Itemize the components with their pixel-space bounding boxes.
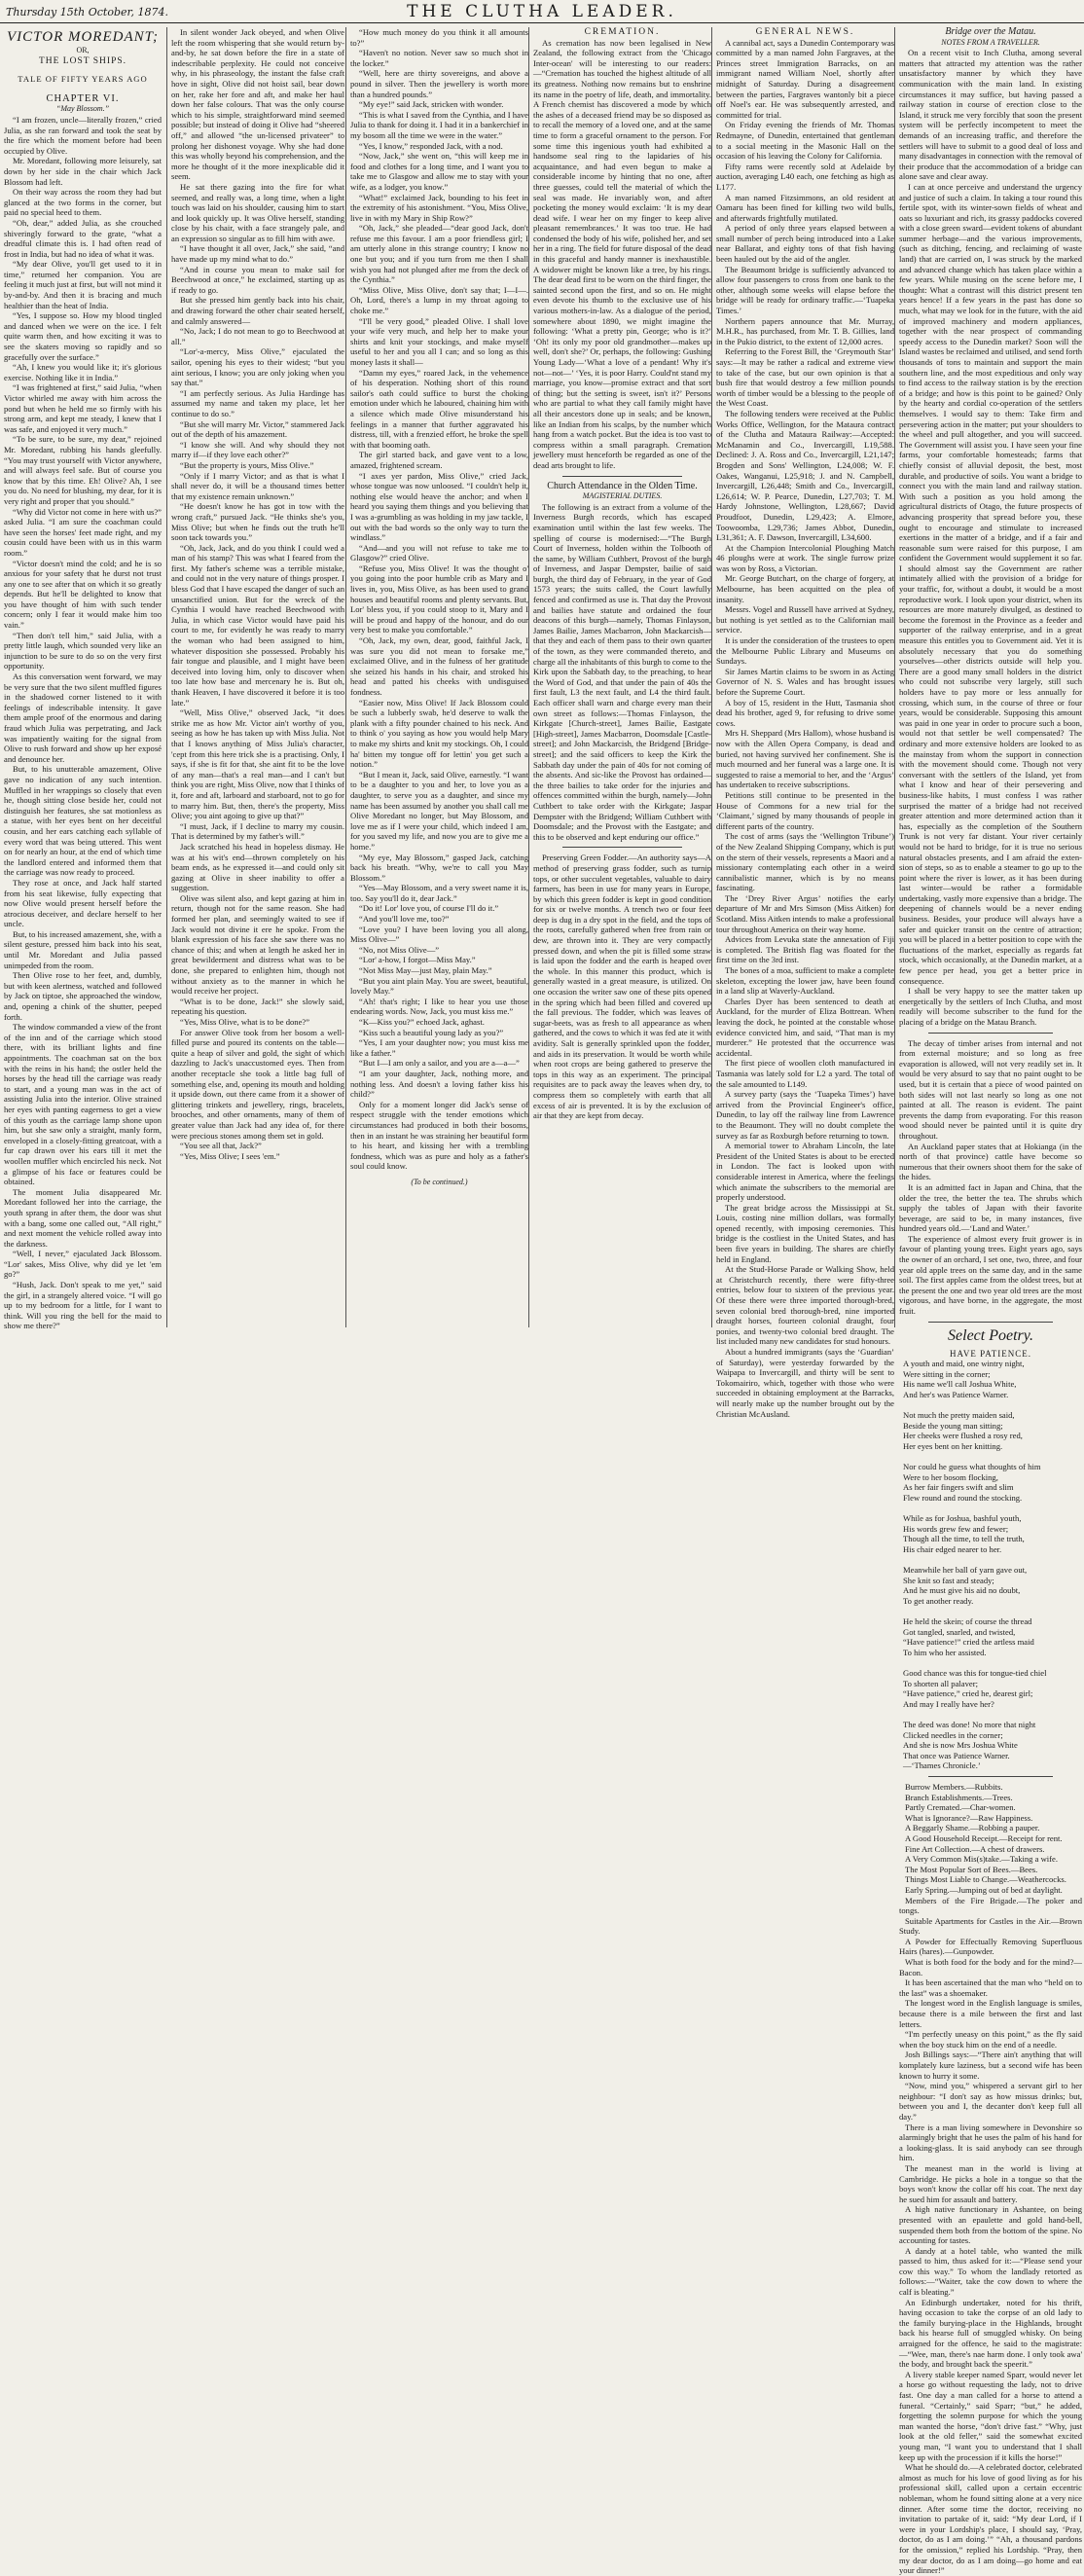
- church-subheading: MAGISTERIAL DUTIES.: [582, 491, 663, 501]
- poem-line: He held the skein; of course the thread: [903, 1616, 1032, 1627]
- anecdote: A high native functionary in Ashantee, on being presented with an epaulette and gold hand-bell, suspended them both from the bottom of the spine. No accounting for tastes.: [899, 2204, 1082, 2246]
- column-1: [4, 27, 162, 1331]
- news-item: Messrs. Vogel and Russell have arrived at Sydney, but nothing is yet settled as to the Californian mail service.: [716, 604, 894, 635]
- story-paragraphs: [4, 115, 162, 1331]
- poem-line: To get another ready.: [903, 1595, 974, 1606]
- poem-line: Nor could he guess what thoughts of him: [903, 1462, 1041, 1472]
- divider: [928, 1033, 1053, 1034]
- poem-line: “Have patience,” cried he, dearest girl;: [903, 1688, 1033, 1699]
- story-paragraph: “Lor'-a-mercy, Miss Olive,” ejaculated the sailor, opening his eyes to their widest; “but you aint serious, I know; you are only joking when you say that.”: [171, 346, 344, 388]
- news-item: A boy of 15, resident in the Hutt, Tasmania shot dead his brother, aged 9, for refusing to drive some cows.: [716, 697, 894, 728]
- news-item: Fifty rams were recently sold at Adelaide by auction, averaging L40 each, one fetching as high as L177.: [716, 161, 894, 192]
- anecdote: “I'm perfectly uneasy on this point,” as the fly said when the boy stuck him on the end of a needle.: [899, 2029, 1082, 2050]
- anecdote: Josh Billings says:—“There ain't anything that will komplately kure laziness, but a second wife has been known to hurry it some.: [899, 2050, 1082, 2081]
- poem-title: HAVE PATIENCE.: [949, 1348, 1031, 1359]
- story-paragraph: “But she will marry Mr. Victor,” stammered Jack out of the depth of his amazement.: [171, 418, 344, 440]
- story-paragraph: “Miss Olive, Miss Olive, don't say that; I—I—. Oh, Lord, there's a lump in my throat agoing to choke me.”: [350, 284, 528, 316]
- poem-line: [899, 1606, 1082, 1616]
- poem-line: That once was Patience Warner.: [903, 1750, 1010, 1760]
- story-paragraph: “Oh, Jack,” she pleaded—“dear good Jack, don't refuse me this favour. I am a poor friendless girl; I am utterly alone in this strange country; I know no one but you; and if you turn from me then I shall wish you had not plunged after me from the deck of the Cynthia.”: [350, 223, 528, 285]
- story-paragraph: “Yes, Miss Olive; I sees 'em.”: [180, 1150, 280, 1161]
- to-be-continued: (To be continued.): [411, 1177, 468, 1186]
- timber-paragraph: It is an admitted fact in Japan and China, that the older the tree, the better the tea. The shrubs which supply the tables of Japan with their favorite beverage, are said to be, in many instances, five hundred years old.—‘Land and Water.’: [899, 1181, 1082, 1234]
- anecdote: What he should do.—A celebrated doctor, celebrated almost as much for his love of good living as for his professional skill, called upon a certain eccentric nobleman, whom he found sitting alone at a very nice dinner. After some time the doctor, receiving no invitation to partake of it, said: “My dear Lord, if I were in your Lordship's place, I should say, ‘Pray, doctor, do as I am doing.’” “Ah, a thousand pardons for the omission,” replied his Lordship. “Pray, then my dear doctor, do as I am doing—go home and eat your dinner!”: [899, 2462, 1082, 2576]
- news-item: Sir James Martin claims to be sworn in as Acting Governor of N. S. Wales and has brought issues before the Supreme Court.: [716, 666, 894, 697]
- news-item: A survey party (says the ‘Tuapeka Times’) have arrived from the Provincial Engineer's office, Dunedin, to lay off the railway line from Lawrence to the Beaumont. They will no doubt complete the survey as far as Roxburgh before returning to town.: [716, 1089, 894, 1141]
- story-paragraph: “Yes—May Blossom, and a very sweet name it is, too. Say you'll do it, dear Jack.”: [350, 883, 528, 903]
- poem-line: [899, 1504, 1082, 1514]
- anecdote: Fine Art Collection.—A chest of drawers.: [905, 1843, 1045, 1854]
- poem-line: —‘Thames Chronicle.’: [903, 1760, 981, 1771]
- fodder-paragraphs: [533, 853, 711, 1120]
- paper-title: THE CLUTHA LEADER.: [407, 2, 677, 21]
- cremation-paragraphs: [533, 38, 711, 471]
- column-3: [345, 27, 528, 1327]
- anecdote: Things Most Liable to Change.—Weathercocks.: [905, 1874, 1066, 1885]
- news-item: Petitions still continue to be presented in the House of Commons for a new trial for the ‘Claimant,’ signed by many thousands of people in different parts of the country.: [716, 789, 894, 831]
- story-paragraph: “What!” exclaimed Jack, bounding to his feet in the extremity of his astonishment. “You, Miss Olive, live in with my Mary in Ship Row?”: [350, 192, 528, 223]
- serial-or: OR,: [76, 46, 90, 54]
- news-item: About a hundred immigrants (says the ‘Guardian’ of Saturday), were yesterday forwarded by the Waipapa to Invercargill, and thirty will be sent to Tokomairiro, which, together with those who were succeeded in obtaining employment at the Barracks, will nearly make up the number brought out by the Christian McAusland.: [716, 1347, 894, 1419]
- timber-paragraphs: [899, 1038, 1082, 1317]
- bridge-paragraphs: [899, 48, 1082, 1027]
- timber-paragraph: The experience of almost every fruit grower is in favour of planting young trees. Eight years ago, says the owner of an orchard, I set one, two, three, and four year old apple trees on the same day, and in the same soil. The first apples came from the oldest trees, but at the present the one and two year old trees are the most vigorous, and have borne, in the aggregate, the most fruit.: [899, 1233, 1082, 1317]
- poem-line: [899, 1452, 1082, 1463]
- cremation-paragraph: As cremation has now been legalised in New Zealand, the following extract from the 'Chicago Inter-ocean' will be interesting to our readers:—“Cremation has touched the highest altitude of all its greatness. Nothing now remains but to enshrine its name in the poetry of life, death, and immortality. A French chemist has discovered a mode by which the ashes of a deceased friend may be so disposed as to recall the memory of a loved one, and at the same time to form a graceful ornament to the person. For some time this ingenious youth had exhibited a handsome seal ring to the lapidaries of his acquaintance, and had even begun to make a considerable income by hinting that no one, after three guesses, could tell the material of which the seal was made. He invariably won, and after pocketing the money would exclaim: ‘It is my dear dead wife. I wear her on my finger to keep alive pleasant remembrances.’ It was too true. He had condensed the body of his wife, polished her, and set her in a ring. The field for future disposal of the dead in this graceful and handy manner is inexhaustible. A widower might be known like a tree, by his rings. The dear dead first to be worn on the third finger, the sainted second upon the first, and so on. He might even devote his thumb to the exclusive use of his various mothers-in-law. As a dialogue of the period, somewhere about 1890, we might imagine the following: ‘What a pretty pin, George; who is it?’ ‘Oh! its only my poor old grandmother—makes up well, don't she?’ Or, perhaps, the following: Gushing Young Lady—‘What a love of a pendant! Why it's not—not—’ ‘Yes, it is poor Harry. Could'nt stand my marriage, you know—promise extract and that sort of thing; but the setting is sweet, isn't it?’ Persons who are partial to what they call family might have all their ancestors done up in seals; and be known, like an Indian from his scalps, by the number which hang from a watch pocket. But the idea is too vast to compress within a small paragraph. Cremation jewellery must henceforth be regarded as one of the dead arts brought to life.: [533, 37, 711, 470]
- news-item: Mr. George Butchart, on the charge of forgery, at Melbourne, has been acquitted on the plea of insanity.: [716, 573, 894, 604]
- story-paragraph: “Not Miss May—just May, plain May.”: [359, 965, 492, 976]
- story-paragraph: “Oh, Jack, my own, dear, good, faithful Jack, I was sure you did not mean to forsake me,” exclaimed Olive, and in the fulness of her gratitude she seized his hands in his chair, and stroked his head and patted his cheeks with undisguised fondness.: [350, 635, 528, 697]
- news-item: The following tenders were received at the Public Works Office, Wellington, for the Mataura contract of the Clutha and Mataura Railway:—Accepted: McManamin and Co., Invercargill, L19,588. Declined: J. A. Ross and Co., Invercargill, L21,147; Brogden and Sons' Wellington, L24,008; W. F. Oakes, Wanganui, L25,918; J. and N. Campbell, Invercargill, L26,448; Smith and Co., Invercargill, L26,614; W. P. Pearce, Dunedin, L27,703; T. M. Hardy Johnstone, Wellington, L28,667; David Proudfoot, Dunedin, L29,423; A. Elmore, Toowoomba, L29,736; James Abbot, Dunedin, L31,361; A. F. Dawson, Invercargill, L34,600.: [716, 408, 894, 543]
- poem-line: To shorten all palaver;: [903, 1678, 978, 1688]
- story-paragraph: “Yes, Miss Olive, what is to be done?”: [180, 1017, 310, 1027]
- story-paragraph: “Only if I marry Victor; and as that is what I shall never do, it will be a thousand times better that my existence remain unknown.”: [171, 470, 344, 501]
- anecdote: The meanest man in the world is living at Cambridge. He picks a hole in a tongue so that the boys won't know the collar off his coat. The next day he sued him for assault and battery.: [899, 2162, 1082, 2204]
- story-paragraph: On their way across the room they had but glanced at the two forms in the corner, but paid no special heed to them.: [4, 187, 162, 218]
- story-paragraph: “My eye!” said Jack, stricken with wonder.: [359, 99, 504, 110]
- story-paragraph: “No, Jack; I do not mean to go to Beechwood at all.”: [171, 326, 344, 346]
- story-paragraph: “And—and you will not refuse to take me to Glasgow?” cried Olive.: [350, 542, 528, 563]
- divider: [928, 1776, 1053, 1777]
- poem-line: A youth and maid, one wintry night,: [903, 1359, 1025, 1369]
- story-paragraph: The moment Julia disappeared Mr. Moredant followed her into the carriage, the youth sprang in after them, the door was shut with a bang, some one called out, “All right,” and next moment the vehicle rolled away into the darkness.: [4, 1186, 162, 1249]
- story-paragraph: “Lor' a-how, I forgot—Miss May.”: [359, 955, 476, 965]
- anecdote: Early Spring.—Jumping out of bed at daylight.: [905, 1884, 1063, 1895]
- story-paragraph: Then Olive rose to her feet, and, dumbly, but with keen alertness, watched and followed by Jack on tiptoe, she approached the window, and, opening a chink of the shutter, peeped forth.: [4, 970, 162, 1022]
- poem-line: [899, 1657, 1082, 1668]
- poem-line: His chair edged nearer to her.: [903, 1543, 1002, 1554]
- poem-line: And she is now Mrs Joshua White: [903, 1740, 1018, 1751]
- story-paragraph: “Oh, dear,” added Julia, as she crouched shiveringly forward to the grate, “what a dreadful climate this is. I had often read of frost in India, but had no idea of what it was.: [4, 217, 162, 259]
- timber-paragraph: The decay of timber arises from internal and not from external moisture; and so long as free evaporation is allowed, will not very readily set in. It would be very absurd to say that no paint ought to be used, but it is certain that a piece of wood painted on both sides will not last nearly so long as one not painted at all. The reason is evident. The paint prevents the damp from evaporating. For this reason wood should never be painted until it is quite dry throughout.: [899, 1037, 1082, 1141]
- story-paragraph: “Hush, Jack. Don't speak to me yet,” said the girl, in a strangely altered voice. “I will go up to my bedroom for a little, for I want to think. Will you ring the bell for the maid to show me there?”: [4, 1280, 162, 1331]
- poem-line: Good chance was this for tongue-tied chiel: [903, 1668, 1047, 1679]
- story-paragraph: “Well, I never,” ejaculated Jack Blossom. “Lor' sakes, Miss Olive, why did ye let 'em go?”: [4, 1249, 162, 1280]
- column-4: [528, 27, 711, 1327]
- poem-line: Though all the time, to tell the truth,: [903, 1534, 1025, 1544]
- news-item: Referring to the Forest Bill, the ‘Greymouth Star’ says:—It may be rather a radical and extreme view to take of the case, but our own opinion is that a bush fire that would destroy a few million pounds worth of timber would be a blessing to the people of the West Coast.: [716, 346, 894, 409]
- anecdote: Members of the Fire Brigade.—The poker and tongs.: [899, 1895, 1082, 1916]
- poem-line: Her cheeks were flushed a rosy red,: [903, 1431, 1023, 1441]
- story-paragraph: “Easier now, Miss Olive! If Jack Blossom could be such a lubberly swab, he'd deserve to walk the plank with a fifty pounder chained to his neck. And to think o' you saying as how you would help Mary to make my shirts and knit my stockings. Oh, I could ha' bitten my tongue off for lettin' you get such a notion.”: [350, 697, 528, 770]
- anecdote: “Now, mind you,” whispered a servant girl to her neighbour: “I don't say as how missus drinks; but, between you and I, the decanter don't keep full all day.”: [899, 2081, 1082, 2122]
- anecdote: A Very Common Mis(s)take.—Taking a wife.: [905, 1854, 1059, 1865]
- story-paragraph: “Damn my eyes,” roared Jack, in the vehemence of his desperation. Nothing short of this round sailor's oath could suffice to burst the choking emotion under which he laboured, chaining him with a silence which made Olive misunderstand his feelings in a manner that further aggravated his distress, till, with a frenzied effort, he broke the spell with that booming oath.: [350, 367, 528, 450]
- story-paragraph: “I am perfectly serious. As Julia Hardinge has assumed my name and taken my place, let her continue to do so.”: [171, 387, 344, 418]
- news-item: A memorial tower to Abraham Lincoln, the late President of the United States is about to be erected in London. The fact is looked upon with considerable interest in America, where the feelings which animate the subscribers to the memorial are properly understood.: [716, 1141, 894, 1203]
- story-paragraph: But, to his increased amazement, she, with a silent gesture, pressed him back into his seat, until Mr. Moredant and Julia passed unimpeded from the room.: [4, 928, 162, 970]
- story-paragraph: “I axes yer pardon, Miss Olive,” cried Jack, whose tongue was now unloosed. “I couldn't help it, nothing else would heave the anchor; and when I heard you saying them things and you believing that I was a-grumbling as was holding in my jaw tackle, I out with the bad words so the only way to turn the windlass.”: [350, 470, 528, 543]
- story-paragraph: “But I—I am only a sailor, and you are a—a—”: [359, 1058, 520, 1069]
- story-paragraph: “I was frightened at first,” said Julia, “when Victor whirled me away with him across the pond but when he held me so firmly with his strong arm, and kept me steady, I knew that I was safe, and enjoyed it very much.”: [4, 382, 162, 434]
- poem-line: Not much the pretty maiden said,: [903, 1410, 1015, 1421]
- story-paragraph: But, to his unutterable amazement, Olive gave no indication of any such intention. Muffled in her wrappings so closely that even he, though sitting close beside her, could not distinguish her features, she sat motionless as a statue, with her eyes bent on her deceitful cousin, and her ears catching each syllable of every word that was being uttered. This went on for nearly an hour, at the end of which time the landlord entered and informed them that the carriage was now ready to proceed.: [4, 764, 162, 878]
- story-paragraph: They rose at once, and Jack half started from his seat likewise, fully expecting that now Olive would present herself before the atrocious deceiver, and declare herself to her uncle.: [4, 877, 162, 929]
- poem-line: And he must give his aid no doubt,: [903, 1585, 1021, 1596]
- poem-line: Were sitting in the corner;: [903, 1368, 991, 1379]
- poem-line: [899, 1555, 1082, 1566]
- story-paragraph: “Well, here are thirty sovereigns, and above a pound in silver. Then the jewellery is worth more than a hundred pounds.”: [350, 68, 528, 99]
- issue-date: Thursday 15th October, 1874.: [6, 6, 169, 18]
- poem-line: While as for Joshua, bashful youth,: [903, 1513, 1022, 1524]
- story-paragraph: “Yes, I am your daughter now; you must kiss me like a father.”: [350, 1037, 528, 1058]
- news-item: A period of only three years elapsed between a small number of perch being introduced into a Lake near Ballarat, and eighty tons of that fish having been hauled out by the aid of the angler.: [716, 223, 894, 265]
- church-paragraph: The following is an extract from a volume of the Inverness Burgh records, which has escaped examination until within the last few weeks. The spelling of course is modernised:—“The Burgh Court of Inverness, holden within the Tolbooth of the same, by William Cuthbert, Provost of the burgh of Inverness, and Jaspar Dempster, bailie of said burgh, the third day of February, in the year of God 1573 years; the suits called, the Court lawfully fenced and confirmed as use is. That day the Provost and bailies have statute and ordained the four deacons of this burgh—namely, Thomas Finlayson, James Bailie, James Macbarron, John Mackarcish—that they and each of them pass to their own quarter of the town, as they were commanded thereto, and charge all the inhabitants of this burgh to come to the Kirk upon the Sabbath day, to the preaching, to hear the Word of God, and that under the pain of 40s the first fault, L3 the next fault, and L4 the third fault. Each officer shall warn and charge every man their own street as follows:—Thomas Finlayson, the Kirkgate [Church-street], James Bailie, Eastgate [High-street], James Macbarron, Doomsdale [Castle-street]; and John Mackarcish, the Bridgend [Bridge-street]; and the said officers to keep the Kirk the Sabbath day under the pain of 40s for not coming of the absents. And sic-like the Provost has ordained—the three bailies to take order for the injuries and offences committed within the burgh, namely—John Cuthbert to take order with the Kirkgate; Jaspar Dempster with the Bridgend; William Cuthbert with Doomsdale; and the Provost with the Eastgate; and this to be observed and kept enduring our office.”: [533, 501, 711, 842]
- story-paragraph: “Then don't tell him,” said Julia, with a pretty little laugh, which sounded very like an injunction to be sure to do so on the very first opportunity.: [4, 630, 162, 671]
- poem-line: Beside the young man sitting;: [903, 1420, 1003, 1431]
- story-paragraph: “Love you? I have been loving you all along, Miss Olive—”: [350, 924, 528, 945]
- news-item: Advices from Levuka state the annexation of Fiji is completed. The British flag was floated for the first time on the 3rd inst.: [716, 934, 894, 965]
- story-paragraph: “But the property is yours, Miss Olive.”: [180, 459, 314, 470]
- bridge-paragraph: I can at once perceive and understand the urgency and justice of such a claim. In taking a tour round this fertile spot, with its winter-sown fields of wheat and oats so luxuriant and rich, its grassy paddocks covered with a close green sward—evident tokens of abundant summer herbage—and the various improvements, (such as ditching, fencing, and reclaiming of waste land) that are carried on, I was struck by the marked and advanced change which has taken place within a few years. While musing on the scene before me, I thought: What a contrast will this district present ten years hence! If a few years in the past has done so much, what may we look for in the future, with the aid of improved machinery and modern appliances, together with the near prospect of commanding speedy access to the Dunedin market? Soon will the Island wastes be reclaimed and utilised, and send forth thousands of tons to maintain and support the main southern line, and the most expeditious and only way to find access to the railway station is by the erection of a bridge; and how is this point to be gained? Only by the hearty and cordial co-operation of the settlers themselves. I would say to them: Take firm and persevering action in the matter; put your shoulders to the wheel and pull altogether, and you will succeed. The Government will assist you. I have seen your fine farms, your comfortable homesteads; farms that chiefly consist of alluvial deposit, the best, most durable, and productive of soils. You want a bridge to connect you with the main land and railway station. With such a position as you hold among the agricultural districts of Otago, the future prospects of advancing prosperity that spread before you, these ought to encourage and stimulate to increased exertions in the matter of a bridge, and if a fair and reasonable sum were raised for this purpose, I am confident the Government would supplement it so far. I should almost say the Government are rather intimately allied with the provision of a bridge for your traffic, for, without a doubt, it would be a most reproductive work. I look upon your district, when its resources are more maturely divulged, as destined to become the foremost in the Province as a feeder and supporter of the railway enterprise, and in a great measure this entitles you to Government aid. Yet it is absolutely necessary that you do something yourselves—other districts outside will help you. There are a good many small holders in the district who could not subscribe very largely, still such holders have to pay more or less annually for crossing, which sum, in the course of three or four years, would be considerable. Supposing this amount was paid in one year in order to procure such a boon, would not that settler be well compensated? The ordinary and more extensive holders are looked to as the mainstay from whom the support in connection with the movement should come. Though not very conversant with the settlers of the Island, yet from what I know and hear of their persevering and business-like habits, I must confess I was rather surprised the matter of a bridge had not received greater attention and more determined action than it has, especially as the completion of the Southern Trunk is not very far distant. Your river certainly would not be hard to bridge, for it is true no serious natural obstacles presents, and I am afraid the extension of steps, so as to enable a steamer to go up to the point where the river is lower, as it has been during last winter—would be rather a formidable undertaking, vastly more expensive than a bridge. The deepening of channels would be a never ending business. Besides, your produce will always have a safer and quicker transit on the centre of attraction; you will be placed in a better position to cope with the fluctuations of the market, especially as regards fat stock, which occasionally, at the Dunedin market, at a few pence per head, you get a better price in consequence.: [899, 181, 1082, 986]
- story-paragraph: “Oh, Jack, Jack, and do you think I could wed a man of his stamp? This was what I feared from the first. My father's scheme was a terrible mistake, and could not in the very nature of things prosper. I bless God that I have escaped the danger of such an unsanctified union. But for the wreck of the Cynthia I would have reached Beechwood with Julia, in which case Victor would have paid his court to me, for evidently he was ready to marry the woman who had been assigned to him, whatever disposition she possessed. Probably his fair tongue and plausible, and I might have been deceived into loving him, only to discover when too late how base and mercenary he is. But oh, thank Heaven, I have discovered it before it is too late.”: [171, 542, 344, 707]
- poem-line: And may I really have her?: [903, 1698, 994, 1709]
- story-paragraph: “How much money do you think it all amounts to?”: [350, 27, 528, 48]
- fodder-paragraph: Preserving Green Fodder.—An authority says—A method of preserving grass fodder, such as turnip tops, or other succulent vegetables, valuable to dairy farmers, has been in use for many years in Europe, by which this green fodder is kept in good condition for six or twelve months. A trench two or four feet deep is dug in a dry spot in the field, and the tops of the roots, carefully gathered when free from rain or dew, are thrown into it. They are very compactly pressed down, and when the pit is filled some straw is laid upon the fodder and the earth is heaped over the whole. In this manner this product, which is generally wasted in a great measure, is utilized. On one occasion the writer saw one of these pits opened in the spring which had been filled and covered up the fall previous. The fodder, which was leaves of sugar-beets, was as fresh to all appearance as when gathered, and the cows to which it was fed ate it with avidity. Salt is generally sprinkled upon the fodder, and aids in its preservation. It would be worth while when root crops are being gathered to preserve the tops in this way as an experiment. The principal requisites are to pack away the leaves when dry, to compress them so completely with earth that all excess of air is prevented. It is by the exclusion of air that they are kept from decay.: [533, 853, 711, 1121]
- story-paragraph: “Now, Jack,” she went on, “this will keep me in food and clothes for a long time, and I want you to take me to Glasgow and allow me to stay with your wife, as a lodger, you know.”: [350, 151, 528, 192]
- story-paragraph: “What is to be done, Jack!” she slowly said, repeating his question.: [171, 996, 344, 1017]
- poem-line: [899, 1400, 1082, 1411]
- story-paragraph: “Haven't no notion. Never saw so much shot in the locker.”: [350, 48, 528, 68]
- poem-line: And her's was Patience Warner.: [903, 1390, 1009, 1399]
- story-paragraph: “You see all that, Jack?”: [180, 1141, 262, 1151]
- bridge-paragraph: On a recent visit to Inch Clutha, among several matters that attracted my attention was the rather unsatisfactory manner by which they have communication with the main land. In existing circumstances it may suffice, but having passed a railway station in course of erection close to the Island, it struck me very forcibly that soon the present system will be perfectly incompetent to meet the demands of an increasing traffic, and therefore the settlers will have to submit to a good deal of loss and many disadvantages in connection with the removal of their produce that the accommodation of a bridge can alone save and clear away.: [899, 48, 1082, 182]
- church-heading: Church Attendance in the Olden Time.: [547, 480, 698, 491]
- column-2: [166, 27, 344, 1327]
- story-paragraph: For answer Olive took from her bosom a well-filled purse and poured its contents on the table—quite a heap of silver and gold, the sight of which dazzling to Jack's unaccustomed eyes. Then from another receptacle she took a little bag full of something else, and, opening its mouth and holding it upside down, out there came from it a shower of glittering trinkets and jewellery, rings, bracelets, brooches, and other ornaments, many of them of greater value than Jack had any idea of, for there were precious stones among them set in gold.: [171, 1027, 344, 1141]
- story-paragraphs: [171, 27, 344, 1161]
- story-paragraph: Mr. Moredant, following more leisurely, sat down by her side in the chair which Jack Blossom had left.: [4, 156, 162, 187]
- story-paragraph: But she pressed him gently back into his chair, and drawing forward the other chair seated herself, and calmly answered—: [171, 295, 344, 326]
- story-paragraph: The window commanded a view of the front of the inn and of the carriage which stood there, with its brilliant lights and fine appointments. The coachman sat on the box with the reins in his hand; the ostler held the horses by the head till the carriage was ready to start, and a young man was in the act of assisting Julia into the interior. Olive strained her eyes with panting eagerness to get a view of this youth as the carriage lamp shone upon him, but she saw only a straight, manly form, enveloped in a closely-fitting greatcoat, with a fur cap drawn over his ears till it met the woollen muffler which encircled his neck. Not a glimpse of his face or features could be obtained.: [4, 1022, 162, 1187]
- anecdote: A livery stable keeper named Sparr, would never let a horse go without requesting the lady, not to drive fast. One day a man called for a horse to attend a funeral. “Certainly,” said Sparr; “but,” he added, forgetting the solemn purpose for which the young man wanted the horse, “don't drive fast.” “Why, just look at the old feller,” said the somewhat excited young man, “I want you to understand that I shall keep up with the procession if it kills the horse!”: [899, 2369, 1082, 2462]
- story-paragraph: “I am frozen, uncle—literally frozen,” cried Julia, as she ran forward and took the seat by the fire which the moment before had been occupied by Olive.: [4, 114, 162, 156]
- story-paragraph: “Do it! Lor' love you, of course I'll do it.”: [359, 903, 499, 914]
- poem-lines: [899, 1359, 1082, 1771]
- poem-line: The deed was done! No more that night: [903, 1720, 1036, 1729]
- news-item: The first piece of woollen cloth manufactured in Tasmania was lately sold for L2 a yard. The total of the sale amounted to L149.: [716, 1058, 894, 1089]
- anecdote: Suitable Apartments for Castles in the Air.—Brown Study.: [899, 1915, 1082, 1937]
- story-paragraph: “Refuse you, Miss Olive! It was the thought o' you going into the poor humble crib as Mary and I lives in, you, Miss Olive, as has been used to grand houses and beautiful rooms and plenty servants. But, Lor' bless you, if you could stoop to it, Mary and I will be proud and happy of the honour, and do our very best to make you comfortable.”: [350, 562, 528, 635]
- cremation-heading: CREMATION.: [584, 27, 661, 37]
- anecdote: An Edinburgh undertaker, noted for his thrift, having occasion to take the corpse of an old lady to the family burying-place in the Highlands, brought back his hearse full of smuggled whisky. On being arraigned for the offence, he said to the magistrate:—“Wee, man, there's nae harm done. I only took awa' the body, and brought back the speerit.”: [899, 2297, 1082, 2370]
- story-paragraph: In silent wonder Jack obeyed, and when Olive left the room whispering that she would return by-and-by, he sat down before the fire in a state of indescribable perplexity. He could not conceive why, in his phraseology, the instant the false craft hove in sight, Olive did not hoist sail, bear down on her, rake her fore and aft, and make her haul down her false colours. That was the only course which to his simple, straightforward mind seemed possible; but instead of doing it Olive had “sheered off,” and allowed “the un-licensed privateer” to prolong her dishonest voyage. Why she had done this was wholly beyond his comprehension, and the more he thought of it the more inexplicable did it seem.: [171, 27, 344, 182]
- poem-line: Her eyes bent on her knitting.: [903, 1440, 1003, 1451]
- story-paragraph: “My dear Olive, you'll get used to it in time,” returned her companion. You are feeling it much just at first, but will not mind it by-and-by. And then it is bracing and much healthier than the heat of India.: [4, 259, 162, 310]
- story-paragraph: “And in course you mean to make sail for Beechwood at once,” he exclaimed, starting up as if ready to go.: [171, 264, 344, 295]
- poem-line: To him who her assisted.: [903, 1647, 987, 1657]
- divider: [562, 847, 682, 848]
- story-paragraph: Only for a moment longer did Jack's sense of respect struggle with the tender emotions which circumstances had produced in both their bosoms, then in an instant he was straining her beautiful form to his heart, and kissing her with a trembling fondness, which was as pure and holy as a father's soul could know.: [350, 1099, 528, 1172]
- news-item: Charles Dyer has been sentenced to death at Auckland, for the murder of Eliza Bottrean. When leaving the dock, he pointed at the constable whose evidence convicted him, and said, “That man is my murderer.” He protested that the occurrence was accidental.: [716, 996, 894, 1058]
- news-item: The great bridge across the Mississippi at St. Louis, costing nine million dollars, was formally opened recently, with imposing ceremonies. This bridge is the costliest in the United States, and has been five years in building. The shares are chiefly held in England.: [716, 1202, 894, 1264]
- news-item: At the Stud-Horse Parade or Walking Show, held at Christchurch recently, there were fifty-three entries, below four to sixteen of the previous year. Of these there were three imported thorough-bred, seven colonial bred thorough-bred, nine imported draught horses, fourteen colonial draught, four ponies, and twenty-two colonial bred draught. The list included many new candidates for stud honours.: [716, 1264, 894, 1347]
- story-paragraph: “Well, Miss Olive,” observed Jack, “it does strike me as how Mr. Victor ain't worthy of you, seeing as how he has taken up with Miss Julia. Not that I knows anything of Miss Julia's character, 'cept from this here trick she is a practising. Only, I says, if she is fit for that, she aint fit to be the love of any man—that's a real man—and I can't but think you are right, Miss Olive, now that I thinks of it, fore and aft, larboard and starboard, not to go for to marry him. But, then, there's the property, Miss Olive; you aint agoing to give up that?”: [171, 707, 344, 821]
- church-paragraphs: [533, 502, 711, 843]
- poem-line: “Have patience!” cried the artless maid: [903, 1637, 1034, 1648]
- story-paragraph: “I am your daughter, Jack, nothing more, and nothing less. And doesn't a loving father kiss his child?”: [350, 1068, 528, 1100]
- anecdotes: [899, 1782, 1082, 2576]
- poem-line: Flew round and round the stocking.: [903, 1492, 1023, 1503]
- anecdote: A dandy at a hotel table, who wanted the milk passed to him, thus asked for it:—“Please send your cow this way.” To whom the landlady retorted as follows:—“Waiter, take the cow down to where the calf is bleating.”: [899, 2245, 1082, 2298]
- news-item: Mrs H. Sheppard (Mrs Hallom), whose husband is now with the Allen Opera Company, is dead and buried, not having survived her confinement. She is much mourned and her funeral was a large one. It is suggested to raise a memorial to her, and the ‘Argus’ has undertaken to receive subscriptions.: [716, 728, 894, 790]
- poem-line: [899, 1709, 1082, 1720]
- story-paragraph: “I have thought it all over, Jack,” she said, “and have made up my mind what to do.”: [171, 243, 344, 265]
- poem-line: Were to her bosom flocking,: [903, 1471, 998, 1482]
- anecdote: What is Ignorance?—Raw Happiness.: [905, 1812, 1033, 1823]
- story-paragraph: Jack scratched his head in hopeless dismay. He was at his wit's end—thrown completely on his beam ends, as he expressed it—and could only sit gazing at Olive in sheer inability to offer a suggestion.: [171, 841, 344, 893]
- story-paragraph: “Victor doesn't mind the cold; and he is so anxious for your safety that he durst not trust any one to see after that on which it so greatly depends. But he'll be delighted to know that you have thought of him with such tender concern; only I fear it would make him too vain.”: [4, 558, 162, 631]
- poem-line: She knit so fast and steady;: [903, 1575, 994, 1585]
- news-item: The cost of arms (says the ‘Wellington Tribune’) of the New Zealand Shipping Company, which is put on the stern of their vessels, represents a Maori and a missionary contemplating each other in a weird cannibalistic manner, which is by no means fascinating.: [716, 831, 894, 893]
- story-paragraph: “My eye, May Blossom,” gasped Jack, catching back his breath. “Why, we're to call you May Blossom.”: [350, 852, 528, 883]
- divider: [562, 476, 682, 477]
- story-paragraph: “And you'll love me, too?”: [359, 914, 450, 925]
- anecdote: Branch Establishments.—Trees.: [905, 1792, 1013, 1802]
- story-paragraph: Olive was silent also, and kept gazing at him in return, though not for the same reason. She had formed her plan, and seemingly waited to see if Jack would not divine it ere he spoke. From the blank expression of his face she saw there was no chance of this; and when at length he asked her in great bewilderment and distress what was to be done, she prepared to enlighten him, though not without anxiety as to the manner in which he would receive her project.: [171, 892, 344, 997]
- poem-line: His words grew few and fewer;: [903, 1523, 1009, 1534]
- story-paragraph: “To be sure, to be sure, my dear,” rejoined Mr. Moredant, rubbing his hands gleefully. “You may trust yourself with Victor anywhere, and will always feel safe. But of course you know that by this time. Eh! Olive? Ah, I see you do. No need for blushing, my dear, for it is very right and proper that you should.”: [4, 434, 162, 506]
- divider: [928, 1322, 1053, 1323]
- news-item: A man named Fitzsimmons, an old resident at Oamaru has been fined for killing two wild bulls, and afterwards frightfully mutilated.: [716, 192, 894, 223]
- anecdote: A Powder for Effectually Removing Superfluous Hairs (hares).—Gunpowder.: [899, 1936, 1082, 1957]
- story-paragraph: “K—Kiss you?” echoed Jack, aghast.: [359, 1017, 485, 1027]
- story-paragraph: “But you aint plain May. You are sweet, beautiful, lovely May.”: [350, 975, 528, 997]
- anecdote: A Beggarly Shame.—Robbing a pauper.: [905, 1823, 1040, 1833]
- story-paragraphs: [350, 27, 528, 1172]
- bridge-paragraph: I shall be very happy to see the matter taken up energetically by the settlers of Inch Clutha, and most readily will become subscriber to the fund for the placing of a bridge on the Matau Branch.: [899, 986, 1082, 1027]
- story-paragraph: “I know she will. And why should they not marry if—if they love each other?”: [171, 439, 344, 460]
- story-paragraph: He sat there gazing into the fire for what seemed, and really was, a long time, when a light touch was laid on his shoulder, causing him to start and look quickly up. It was Olive herself, standing close by his chair, with a face strangely pale, and an expression so singular as to fill him with awe.: [171, 181, 344, 243]
- masthead: [0, 0, 1084, 23]
- anecdote: Burrow Members.—Rubbits.: [905, 1781, 1003, 1792]
- story-paragraph: “Ah, I knew you would like it; it's glorious exercise. Nothing like it in India.”: [4, 362, 162, 382]
- poem-line: Got tangled, snarled, and twisted,: [903, 1626, 1016, 1637]
- column-5: [711, 27, 894, 1419]
- serial-tale-line: TALE OF FIFTY YEARS AGO: [18, 74, 148, 85]
- story-paragraph: “This is what I saved from the Cynthia, and I have Julia to thank for doing it. I had it in a bankerchief in my bosom all the time we were in the water.”: [350, 109, 528, 140]
- news-item: On Friday evening the friends of Mr. Thomas Redmayne, of Dunedin, entertained that gentleman to a social meeting in the Masonic Hall on the occasion of his leaving the Colony for California.: [716, 120, 894, 162]
- anecdote: The Most Popular Sort of Bees.—Bees.: [905, 1864, 1038, 1874]
- bridge-heading: Bridge over the Matau.: [945, 26, 1036, 37]
- story-paragraph: As this conversation went forward, we may be very sure that the two silent muffled figures in the shadowed corner listened to it with feelings of indescribable intensity. It gave them ample proof of the enormous and daring fraud which Julia was perpetrating, and Jack was impatiently waiting for the signal from Olive to rush forward and show up her exposé and denounce her.: [4, 671, 162, 764]
- anecdote: It has been ascertained that the man who “held on to the last” was a shoemaker.: [899, 1977, 1082, 1998]
- news-items: [716, 38, 894, 1420]
- poem-line: Clicked needles in the corner;: [903, 1729, 1003, 1740]
- story-paragraph: “Ah! that's right; I like to hear you use those endearing words. Now, Jack, you must kiss me.”: [350, 996, 528, 1017]
- timber-paragraph: An Auckland paper states that at Hokianga (in the north of that province) cattle have become so numerous that their owners shoot them for the sake of the hides.: [899, 1141, 1082, 1182]
- anecdote: Partly Cremated.—Char-women.: [905, 1802, 1016, 1813]
- news-item: A cannibal act, says a Dunedin Contemporary was committed by a man named John Fargraves, at the Princes street Immigration Barracks, on an immigrant named William Noel, shortly after midnight of Saturday. During a disagreement between the parties, Fargraves wantonly bit a piece off Noel's ear. He was subsequently arrested, and committed for trial.: [716, 37, 894, 120]
- anecdote: What is both food for the body and for the mind?—Bacon.: [899, 1957, 1082, 1977]
- story-paragraph: “Kiss such a beautiful young lady as you?”: [359, 1027, 504, 1037]
- story-paragraph: “No, not Miss Olive—”: [359, 944, 440, 955]
- story-paragraph: “Why did Victor not come in here with us?” asked Julia. “I am sure the coachman could have seen the horses' feet made right, and my cousin could have been with us in this warm room.”: [4, 506, 162, 558]
- poem-line: His name we'll call Joshua White,: [903, 1379, 1017, 1390]
- anecdote: The longest word in the English language is smiles, because there is a mile between the first and last letters.: [899, 1998, 1082, 2029]
- poetry-heading: Select Poetry.: [948, 1326, 1033, 1344]
- general-news-heading: GENERAL NEWS.: [755, 27, 855, 37]
- news-item: The bones of a moa, sufficient to make a complete skeleton, excepting the lower jaw, have been found in a land slip at Waverly-Auckland.: [716, 965, 894, 997]
- story-paragraph: “Yes, I suppose so. How my blood tingled and danced when we were on the ice. I felt quite warm then, and how exciting it was to see the skaters moving so rapidly and so gracefully over the surface.”: [4, 310, 162, 362]
- column-6: [894, 26, 1082, 2576]
- serial-title: VICTOR MOREDANT;: [7, 29, 159, 45]
- story-paragraph: The girl started back, and gave vent to a low, amazed, frightened scream.: [350, 450, 528, 470]
- chapter-heading: CHAPTER VI.: [46, 92, 120, 104]
- story-paragraph: “He doesn't know he has got in tow with the wrong craft,” pursued Jack. “He thinks she's you, Miss Olive; but when he finds out the truth he'll soon tack towards you.”: [171, 501, 344, 543]
- news-item: The Beaumont bridge is sufficiently advanced to allow four passengers to cross from one bank to the other, although some weeks will elapse before the bridge will be ready for ordinary traffic.—‘Tuapeka Times.’: [716, 264, 894, 316]
- news-item: At the Champion Intercolonial Ploughing Match 46 ploughs were at work. The single furrow prize was won by Ross, a Victorian.: [716, 542, 894, 573]
- news-item: Northern papers announce that Mr. Murray, M.H.R., has purchased, from Mr. T. B. Gillies, land in the Pukio district, to the extent of 12,000 acres.: [716, 315, 894, 346]
- anecdote: There is a man living somewhere in Devonshire so alarmingly bright that he uses the palm of his hand for a looking-glass. It is said anybody can see through him.: [899, 2122, 1082, 2163]
- story-paragraph: “I must, Jack, if I decline to marry my cousin. That is determined by my father's will.”: [171, 820, 344, 842]
- bridge-subheading: NOTES FROM A TRAVELLER.: [941, 37, 1040, 47]
- news-item: The ‘Drey River Argus’ notifies the early departure of Mr and Mrs Simson (Miss Aitken) for Scotland. Miss Aitken intends to make a professional tour throughout America on their way home.: [716, 892, 894, 934]
- chapter-subheading: “May Blossom.”: [55, 104, 110, 114]
- story-paragraph: “I'll be very good,” pleaded Olive. I shall love your wife very much, and help her to make your shirts and knit your stockings, and make myself useful to her and you all I can; and so long as this money lasts it shall—: [350, 315, 528, 367]
- news-item: It is under the consideration of the trustees to open the Melbourne Public Library and Museums on Sundays.: [716, 635, 894, 667]
- serial-subtitle: THE LOST SHIPS.: [38, 55, 127, 66]
- poem-line: As her fair fingers swift and slim: [903, 1482, 1014, 1493]
- poem-line: Meanwhile her ball of yarn gave out,: [903, 1565, 1028, 1576]
- story-paragraph: “Yes, I know,” responded Jack, with a nod.: [359, 140, 503, 151]
- story-paragraph: “But I mean it, Jack, said Olive, earnestly. “I want to be a daughter to you and her, to love you as a daughter, to serve you as a daughter, and since my name has been assumed by another you shall call me Olive Moredant no longer, but May Blossom, and love me as if I were your child, which indeed I am, for you saved my life, and now you are to give me a home.”: [350, 769, 528, 852]
- anecdote: A Good Household Receipt.—Receipt for rent.: [905, 1832, 1063, 1843]
